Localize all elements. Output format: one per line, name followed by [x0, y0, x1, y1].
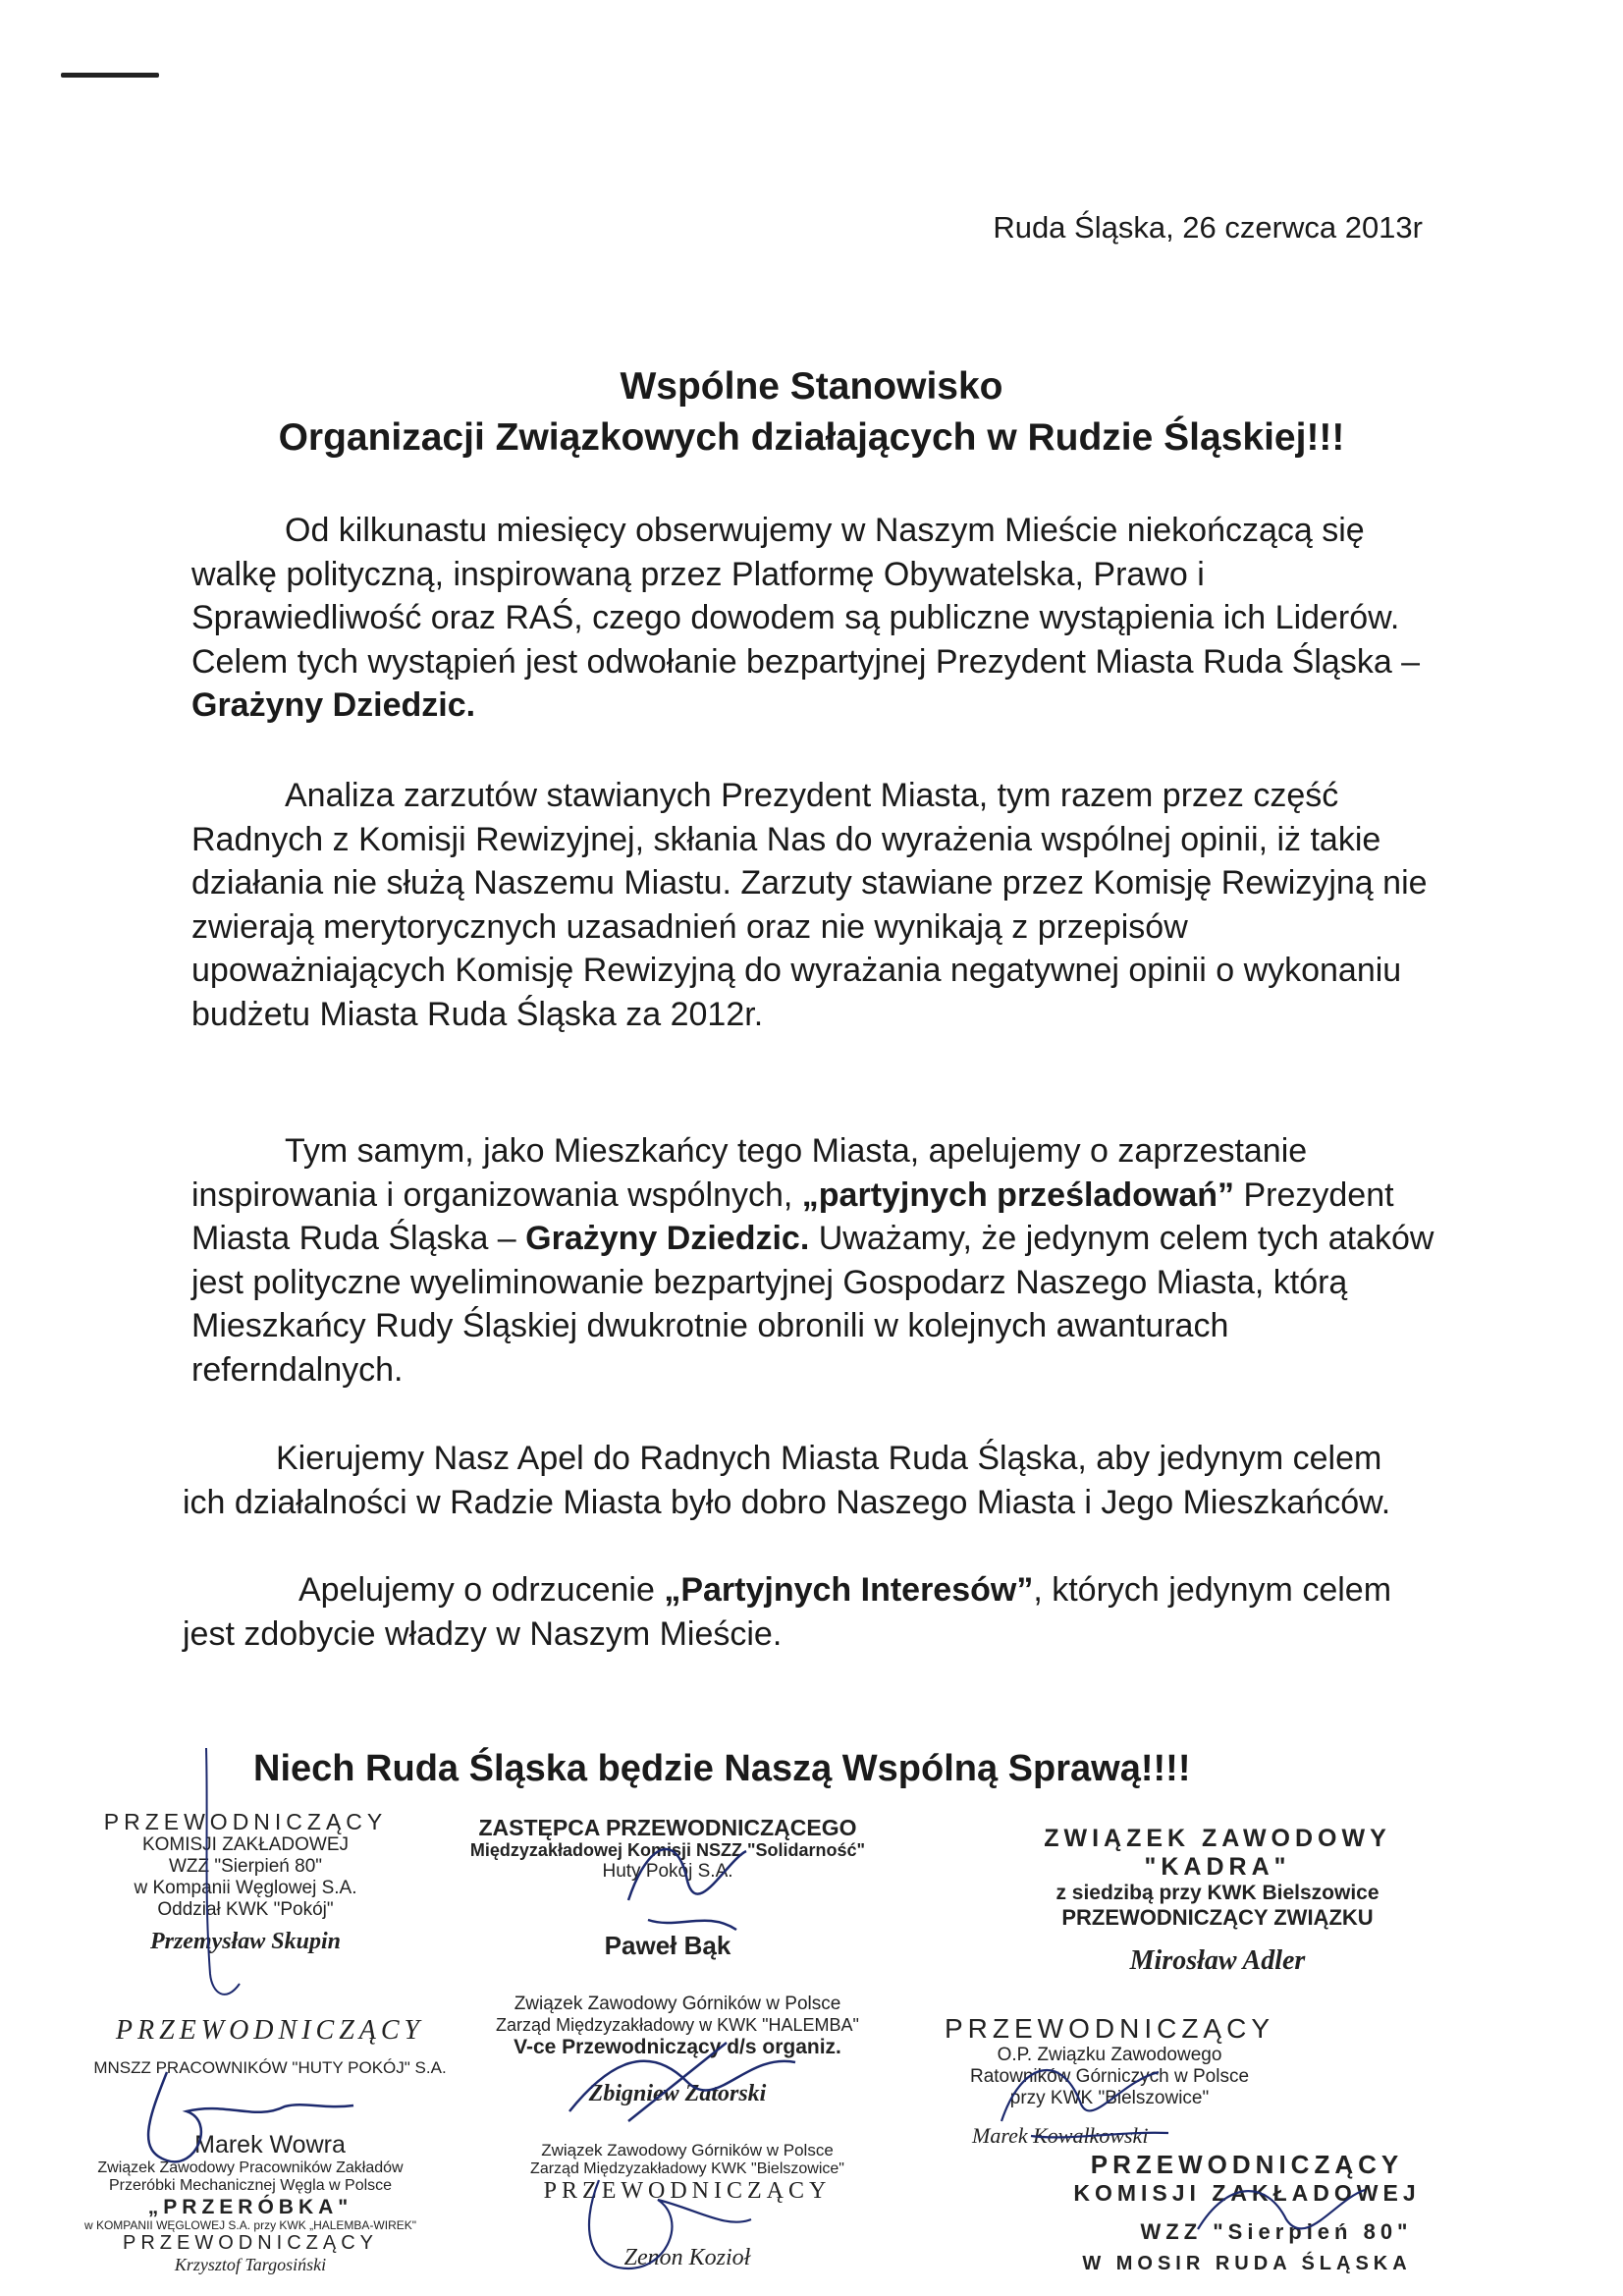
paragraph-1 — [191, 509, 1438, 728]
stamp-sub: w KOMPANII WĘGLOWEJ S.A. przy KWK „HALEMBA-WIREK" — [83, 2217, 417, 2232]
stamp-line: V-ce Przewodniczący d/s organiz. — [514, 2035, 841, 2058]
slogan: Niech Ruda Śląska będzie Naszą Wspólną Sprawą!!!! — [253, 1748, 1191, 1789]
stamp-title: „PRZERÓBKA" — [147, 2195, 353, 2218]
title-line-2: Organizacji Związkowych działających w Rudzie Śląskiej!!! — [278, 416, 1345, 459]
stamp-name: Mirosław Adler — [1129, 1944, 1306, 1976]
stamp-line: PRZEWODNICZĄCY — [1090, 2150, 1404, 2179]
stamp-line: Zarząd Międzyzakładowy KWK "Bielszowice" — [530, 2159, 844, 2177]
stamp-title: PRZEWODNICZĄCY — [115, 2015, 425, 2046]
p1-bold: Grażyny Dziedzic. — [191, 686, 476, 725]
stamp-komisja-zakladowa-pokoj — [79, 1809, 412, 1955]
stamp-line: O.P. Związku Zawodowego — [997, 2045, 1222, 2066]
stamp-solidarnosc-huta-pokoj — [442, 1815, 893, 1961]
stamp-zzg-bielszowice — [481, 2141, 893, 2271]
p5-bold: „Partyjnych Interesów” — [664, 1571, 1034, 1609]
stamp-line: "KADRA" — [1144, 1852, 1291, 1881]
paragraph-5 — [183, 1568, 1430, 1656]
p3-bold-1: „partyjnych prześladowań” — [801, 1175, 1235, 1214]
document-title — [0, 361, 1623, 464]
stamp-title: PRZEWODNICZĄCY — [543, 2177, 832, 2204]
stamp-kadra — [1011, 1825, 1424, 1977]
stamp-line: W MOSIR RUDA ŚLĄSKA — [1082, 2252, 1412, 2274]
stamp-org: MNSZZ PRACOWNIKÓW "HUTY POKÓJ" S.A. — [93, 2058, 447, 2078]
stamp-wzz-mosir — [1031, 2151, 1463, 2275]
stamp-line: PRZEWODNICZĄCY ZWIĄZKU — [1061, 1904, 1374, 1930]
stamp-line: w Kompanii Węglowej S.A. — [134, 1878, 357, 1899]
p3-c: Prezydent Miasta Ruda Śląska – — [191, 1175, 1394, 1258]
paragraph-2 — [191, 774, 1438, 1037]
stamp-line: Związek Zawodowy Pracowników Zakładów — [97, 2159, 404, 2176]
stamp-title: PRZEWODNICZĄCY — [945, 2013, 1274, 2044]
stamp-line: z siedzibą przy KWK Bielszowice — [1055, 1881, 1380, 1904]
paragraph-3 — [191, 1129, 1438, 1393]
stamp-mnszz-huta-pokoj — [79, 2015, 461, 2078]
stamp-name-2: Krzysztof Targosiński — [174, 2255, 327, 2275]
stamp-title-2: PRZEWODNICZĄCY — [123, 2232, 378, 2255]
p2-text: Analiza zarzutów stawianych Prezydent Miasta, tym razem przez część Radnych z Komisji Rewizyjnej, skłania Nas do wyrażenia wspólnej opinii, iż takie działania nie służą Naszemu Miastu. Zarzuty stawiane przez Komisję Rewizyjną nie zwierają merytorycznych uzasadnień oraz nie wynikają z przepisów upoważniających Komisję Rewizyjną do wyrażania negatywnej opinii o wykonaniu budżetu Miasta Ruda Śląska za 2012r. — [191, 777, 1428, 1033]
stamp-line: przy KWK "Bielszowice" — [1009, 2087, 1210, 2108]
p4-text: Kierujemy Nasz Apel do Radnych Miasta Ruda Śląska, aby jedynym celem ich działalności w Radzie Miasta było dobro Naszego Miasta i Jego Mieszkańców. — [183, 1440, 1391, 1521]
stamp-ratownicy-gorniczy — [903, 2013, 1316, 2148]
p3-e: Uważamy, że jedynym celem tych ataków jest polityczne wyeliminowanie bezpartyjnej Gospodarz Naszego Miasta, którą Mieszkańcy Rudy Śląskiej dwukrotnie obronili w kolejnych awanturach referndalnych. — [191, 1220, 1434, 1389]
p5-a: Apelujemy o odrzucenie — [298, 1571, 665, 1609]
stamp-name: Marek Wowra — [194, 2131, 346, 2159]
date-line: Ruda Śląska, 26 czerwca 2013r — [993, 210, 1423, 245]
stamp-line: ZASTĘPCA PRZEWODNICZĄCEGO — [478, 1815, 857, 1840]
stamp-line: Międzyzakładowej Komisji NSZZ "Solidarność" — [469, 1840, 866, 1861]
stamp-line: WZZ "Sierpień 80" — [1140, 2219, 1413, 2245]
stamp-line: WZZ "Sierpień 80" — [168, 1856, 323, 1878]
stamp-przerobka — [59, 2131, 442, 2275]
stamp-line: Zarząd Międzyzakładowy w KWK "HALEMBA" — [496, 2014, 859, 2035]
stamp-line: KOMISJI ZAKŁADOWEJ — [1073, 2179, 1421, 2206]
title-line-1: Wspólne Stanowisko — [620, 365, 1003, 408]
stamp-line: Ratowników Górniczych w Polsce — [969, 2066, 1250, 2088]
p3-a: Tym samym, jako Mieszkańcy tego Miasta, apelujemy o zaprzestanie inspirowania i organizowania wspólnych, — [191, 1132, 1308, 1214]
stamp-line: KOMISJI ZAKŁADOWEJ — [141, 1834, 350, 1856]
scan-mark — [61, 73, 159, 78]
stamp-name: Przemysław Skupin — [149, 1928, 342, 1954]
stamp-line: Związek Zawodowy Górników w Polsce — [541, 2141, 834, 2159]
stamp-line: Związek Zawodowy Górników w Polsce — [514, 1994, 841, 2014]
stamp-name: Paweł Bąk — [604, 1930, 731, 1960]
stamp-name: Marek Kowalkowski — [972, 2122, 1149, 2148]
stamp-line: Przeróbki Mechanicznej Węgla w Polsce — [108, 2177, 393, 2195]
stamp-line: PRZEWODNICZĄCY — [103, 1809, 388, 1834]
stamp-name: Zbigniew Zatorski — [588, 2080, 767, 2106]
stamp-line: ZWIĄZEK ZAWODOWY — [1044, 1825, 1391, 1852]
stamp-line: Huty Pokój S.A. — [602, 1861, 733, 1883]
stamp-line: Oddział KWK "Pokój" — [157, 1898, 334, 1920]
p1-text: Od kilkunastu miesięcy obserwujemy w Naszym Mieście niekończącą się walkę polityczną, inspirowaną przez Platformę Obywatelska, Prawo i Sprawiedliwość oraz RAŚ, czego dowodem są publiczne wystąpienia ich Liderów. Celem tych wystąpień jest odwołanie bezpartyjnej Prezydent Miasta Ruda Śląska – — [191, 512, 1421, 681]
stamp-name: Zenon Kozioł — [623, 2244, 751, 2270]
paragraph-4 — [183, 1437, 1430, 1524]
stamp-zzg-halemba — [471, 1994, 884, 2107]
p3-bold-2: Grażyny Dziedzic. — [525, 1220, 810, 1258]
p5-c: , których jedynym celem jest zdobycie władzy w Naszym Mieście. — [183, 1571, 1392, 1653]
